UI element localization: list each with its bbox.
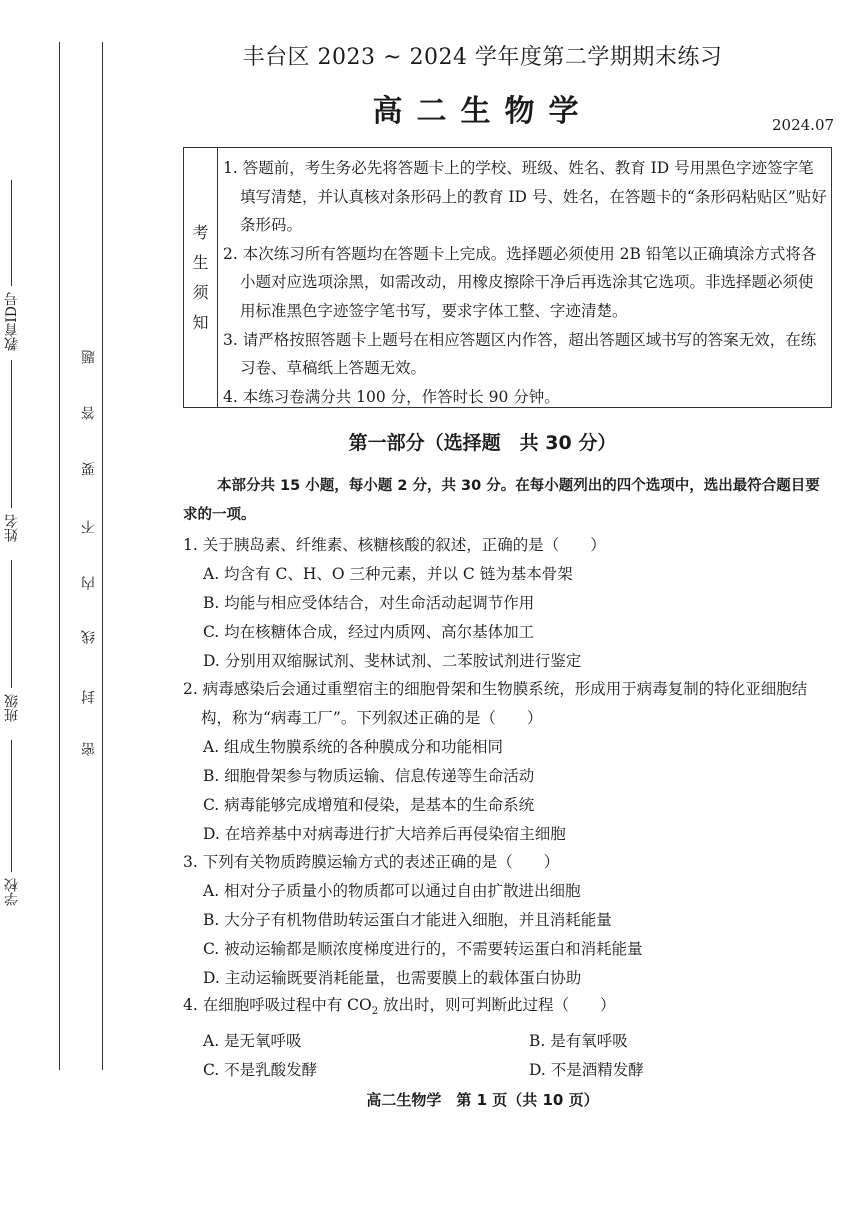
notice-item: 4. 本练习卷满分共 100 分，作答时长 90 分钟。 <box>223 387 560 406</box>
option-d: D. 在培养基中对病毒进行扩大培养后再侵染宿主细胞 <box>203 824 566 843</box>
exam-date: 2024.07 <box>772 116 835 134</box>
question-3 <box>183 848 835 993</box>
option-a: A. 是无氧呼吸 <box>203 1032 302 1050</box>
option-row <box>183 1056 835 1085</box>
option-c: C. 被动运输都是顺浓度梯度进行的，不需要转运蛋白和消耗能量 <box>203 939 643 958</box>
option-c: C. 病毒能够完成增殖和侵染，是基本的生命系统 <box>203 795 535 814</box>
notice-heading-char: 考 <box>192 223 209 242</box>
notice-heading <box>184 148 218 407</box>
notice-heading-char: 生 <box>192 253 209 272</box>
notice-item: 2. 本次练习所有答题均在答题卡上完成。选择题必须使用 2B 铅笔以正确填涂方式将各小题对应选项涂黑，如需改动，用橡皮擦除干净后再选涂其它选项。非选择题必须使用标准黑色字迹签字笔书写，要求字体工整、字迹清楚。 <box>223 244 817 320</box>
stem-subscript: 2 <box>371 1006 379 1018</box>
option-c: C. 均在核糖体合成，经过内质网、高尔基体加工 <box>203 622 535 641</box>
field-id-line <box>11 180 12 286</box>
question-1 <box>183 531 835 676</box>
option-a: A. 组成生物膜系统的各种膜成分和功能相同 <box>203 737 504 756</box>
option-d: D. 主动运输既要消耗能量，也需要膜上的载体蛋白协助 <box>203 968 582 987</box>
stem-text: 4. 在细胞呼吸过程中有 CO <box>183 996 372 1014</box>
field-school-line <box>11 740 12 872</box>
question-stem: 2. 病毒感染后会通过重塑宿主的细胞骨架和生物膜系统，形成用于病毒复制的特化亚细胞结构，称为“病毒工厂”。下列叙述正确的是（ ） <box>183 680 808 727</box>
field-class-label: 班级 <box>4 694 20 722</box>
option-b: B. 均能与相应受体结合，对生命活动起调节作用 <box>203 593 535 612</box>
seal-char: 线 <box>81 630 97 644</box>
option-c: C. 不是乳酸发酵 <box>203 1060 318 1079</box>
seal-char: 题 <box>81 350 97 364</box>
notice-heading-char: 须 <box>192 283 209 302</box>
question-stem: 3. 下列有关物质跨膜运输方式的表述正确的是（ ） <box>183 853 560 871</box>
seal-char: 要 <box>81 462 97 476</box>
seal-char: 密 <box>81 742 97 756</box>
seal-char: 内 <box>81 576 97 590</box>
option-b: B. 大分子有机物借助转运蛋白才能进入细胞，并且消耗能量 <box>203 910 612 929</box>
option-b: B. 细胞骨架参与物质运输、信息传递等生命活动 <box>203 766 535 785</box>
stem-text: 放出时，则可判断此过程（ ） <box>378 996 616 1014</box>
field-id-label: 教育ID号 <box>4 292 20 351</box>
binding-line-left <box>59 42 60 1070</box>
notice-item: 3. 请严格按照答题卡上题号在相应答题区内作答，超出答题区域书写的答案无效，在练习卷、草稿纸上答题无效。 <box>223 330 817 378</box>
field-name-line <box>11 360 12 508</box>
exam-title: 丰台区 2023 ~ 2024 学年度第二学期期末练习 <box>242 45 723 70</box>
question-2 <box>183 675 835 848</box>
section-description: 本部分共 15 小题，每小题 2 分，共 30 分。在每小题列出的四个选项中，选出最符合题目要求的一项。 <box>183 478 820 523</box>
option-a: A. 均含有 C、H、O 三种元素，并以 C 链为基本骨架 <box>203 564 573 583</box>
page-footer: 高二生物学 第 1 页（共 10 页） <box>366 1091 599 1109</box>
seal-char: 不 <box>81 520 97 534</box>
field-name-label: 姓名 <box>4 514 20 542</box>
question-4 <box>183 991 835 1085</box>
option-d: D. 不是酒精发酵 <box>529 1060 644 1079</box>
subject-title: 高二生物学 <box>372 94 593 129</box>
option-b: B. 是有氧呼吸 <box>529 1032 628 1050</box>
notice-item: 1. 答题前，考生务必先将答题卡上的学校、班级、姓名、教育 ID 号用黑色字迹签字笔填写清楚，并认真核对条形码上的教育 ID 号、姓名，在答题卡的“条形码粘贴区”贴好条形码。 <box>223 159 827 235</box>
question-stem <box>183 991 835 1027</box>
binding-line-right <box>102 42 103 1070</box>
option-d: D. 分别用双缩脲试剂、斐林试剂、二苯胺试剂进行鉴定 <box>203 651 582 670</box>
option-row <box>183 1027 835 1056</box>
question-stem: 1. 关于胰岛素、纤维素、核糖核酸的叙述，正确的是（ ） <box>183 536 606 554</box>
seal-char: 封 <box>81 690 97 704</box>
notice-body <box>223 154 828 411</box>
seal-char: 答 <box>81 406 97 420</box>
field-class-line <box>11 560 12 688</box>
candidate-notice-box <box>183 147 832 408</box>
field-school-label: 学校 <box>4 878 20 906</box>
notice-heading-char: 知 <box>192 313 209 332</box>
section-title: 第一部分（选择题 共 30 分） <box>348 432 617 454</box>
option-a: A. 相对分子质量小的物质都可以通过自由扩散进出细胞 <box>203 881 581 900</box>
